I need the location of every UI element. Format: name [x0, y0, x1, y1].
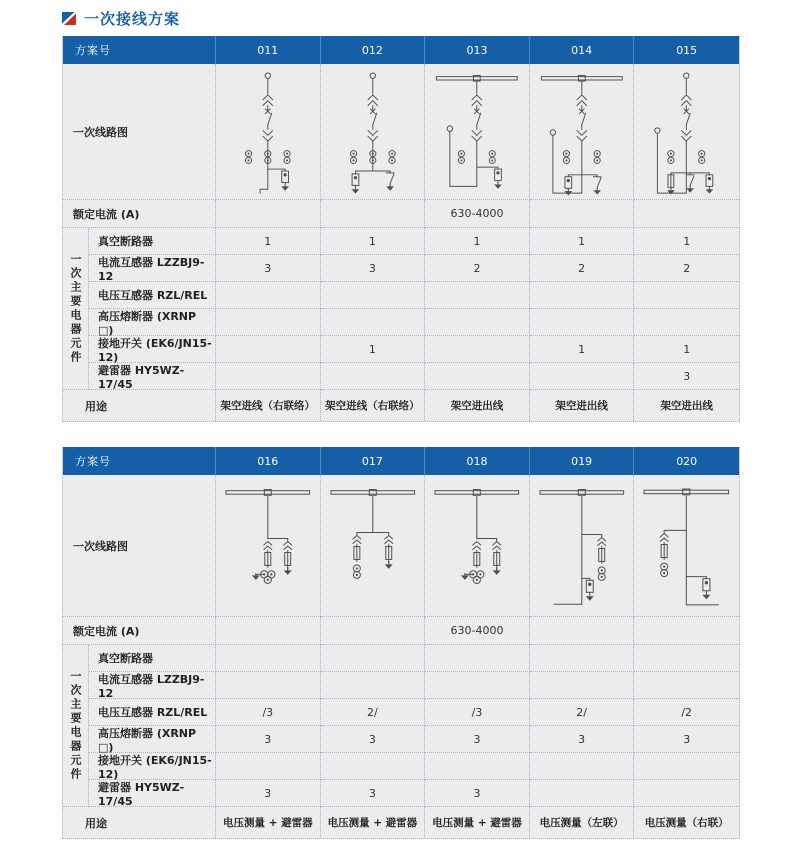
component-value-cell [425, 645, 530, 672]
rated-current-label: 额定电流 (A) [63, 200, 216, 228]
component-value-cell: 3 [425, 780, 530, 807]
component-value-cell [321, 363, 426, 390]
component-value-cell [634, 645, 739, 672]
component-value-cell [634, 672, 739, 699]
usage-cell: 电压测量 + 避雷器 [321, 807, 426, 838]
component-value-cell: 2 [634, 255, 739, 282]
component-value-cell [634, 309, 739, 336]
circuit-diagram-012 [321, 64, 426, 200]
component-row-label: 避雷器 HY5WZ-17/45 [89, 363, 216, 390]
scheme-header-013: 013 [425, 36, 530, 64]
rated-current-value [216, 200, 321, 228]
circuit-diagram-018 [425, 475, 530, 617]
component-value-cell: 3 [216, 255, 321, 282]
component-row-label: 避雷器 HY5WZ-17/45 [89, 780, 216, 807]
usage-cell: 架空进出线 [660, 400, 713, 412]
rated-current-value: 630-4000 [425, 617, 530, 645]
component-row-label: 接地开关 (EK6/JN15-12) [89, 336, 216, 363]
component-row-label: 接地开关 (EK6/JN15-12) [89, 753, 216, 780]
component-value-cell: 1 [530, 228, 635, 255]
scheme-number-header-label: 方案号 [63, 36, 216, 64]
component-value-cell: 2 [530, 255, 635, 282]
component-value-cell: 3 [530, 726, 635, 753]
component-value-cell [216, 645, 321, 672]
scheme-header-020: 020 [634, 447, 739, 475]
component-value-cell: 3 [425, 726, 530, 753]
circuit-diagram-017 [321, 475, 426, 617]
scheme-header-017: 017 [321, 447, 426, 475]
rated-current-value [321, 617, 426, 645]
component-value-cell [530, 753, 635, 780]
component-value-cell: 1 [216, 228, 321, 255]
circuit-diagram-015 [634, 64, 739, 200]
circuit-diagram-014 [530, 64, 635, 200]
section-title [62, 7, 738, 29]
usage-row-label: 用途 [63, 390, 216, 421]
usage-cell: 架空进线（右联络） [216, 390, 321, 421]
component-value-cell [530, 282, 635, 309]
component-row-label: 电压互感器 RZL/REL [89, 282, 216, 309]
component-value-cell: /3 [216, 699, 321, 726]
component-value-cell [425, 309, 530, 336]
component-value-cell [425, 363, 530, 390]
scheme-table-016-020 [62, 447, 740, 839]
circuit-diagram-013 [425, 64, 530, 200]
component-value-cell [425, 753, 530, 780]
circuit-diagram-020 [634, 475, 739, 617]
usage-cell: 架空进出线 [530, 390, 635, 421]
component-value-cell: 2/ [530, 699, 635, 726]
usage-cell: 电压测量 + 避雷器 [216, 807, 321, 838]
component-row-label: 电流互感器 LZZBJ9-12 [89, 255, 216, 282]
rated-current-value [216, 617, 321, 645]
component-value-cell [530, 309, 635, 336]
component-value-cell: 3 [321, 726, 426, 753]
component-value-cell: 2/ [321, 699, 426, 726]
scheme-number-header-label: 方案号 [63, 447, 216, 475]
component-value-cell [634, 780, 739, 807]
scheme-header-016: 016 [216, 447, 321, 475]
circuit-diagram-019 [530, 475, 635, 617]
usage-row-label: 用途 [63, 807, 216, 838]
scheme-header-018: 018 [425, 447, 530, 475]
scheme-header-014: 014 [530, 36, 635, 64]
usage-cell: 电压测量（右联） [644, 817, 729, 829]
component-value-cell [530, 672, 635, 699]
rated-current-label: 额定电流 (A) [63, 617, 216, 645]
component-row-label: 电压互感器 RZL/REL [89, 699, 216, 726]
usage-cell: 架空进线（右联络） [321, 390, 426, 421]
component-group-label [63, 228, 89, 390]
title-flag-icon [62, 12, 76, 25]
component-value-cell [634, 282, 739, 309]
component-value-cell [216, 753, 321, 780]
rated-current-value [634, 200, 739, 228]
component-value-cell [216, 336, 321, 363]
component-group-label-text: 一次主要电器元件 [69, 252, 82, 365]
component-value-cell: 1 [425, 228, 530, 255]
component-value-cell: 1 [634, 228, 739, 255]
component-value-cell [216, 672, 321, 699]
component-value-cell: 3 [634, 726, 739, 753]
component-value-cell [530, 780, 635, 807]
component-row-label: 高压熔断器 (XRNP □) [89, 726, 216, 753]
component-value-cell [321, 309, 426, 336]
usage-cell: 电压测量 + 避雷器 [425, 807, 530, 838]
rated-current-value [530, 200, 635, 228]
component-row-label: 高压熔断器 (XRNP □) [89, 309, 216, 336]
rated-current-value [530, 617, 635, 645]
component-group-label-text: 一次主要电器元件 [69, 669, 82, 782]
circuit-diagram-016 [216, 475, 321, 617]
rated-current-value: 630-4000 [425, 200, 530, 228]
component-row-label: 电流互感器 LZZBJ9-12 [89, 672, 216, 699]
usage-cell: 架空进出线 [425, 390, 530, 421]
scheme-header-019: 019 [530, 447, 635, 475]
component-value-cell [530, 645, 635, 672]
page-title: 一次接线方案 [84, 9, 181, 28]
component-value-cell [321, 753, 426, 780]
usage-cell: 电压测量（左联） [530, 807, 635, 838]
component-value-cell [425, 672, 530, 699]
component-value-cell: 3 [216, 726, 321, 753]
diagram-row-label: 一次线路图 [63, 475, 216, 617]
component-value-cell [530, 363, 635, 390]
component-value-cell [425, 336, 530, 363]
component-value-cell: 3 [321, 780, 426, 807]
component-value-cell [216, 363, 321, 390]
component-row-label: 真空断路器 [89, 228, 216, 255]
component-value-cell: 1 [530, 336, 635, 363]
rated-current-value [321, 200, 426, 228]
component-value-cell: 3 [216, 780, 321, 807]
component-value-cell: 3 [321, 255, 426, 282]
component-value-cell: /3 [425, 699, 530, 726]
component-value-cell [634, 753, 739, 780]
component-value-cell [321, 645, 426, 672]
component-value-cell: 1 [321, 228, 426, 255]
component-value-cell: 2 [425, 255, 530, 282]
component-row-label: 真空断路器 [89, 645, 216, 672]
scheme-header-012: 012 [321, 36, 426, 64]
circuit-diagram-011 [216, 64, 321, 200]
component-value-cell: /2 [634, 699, 739, 726]
component-value-cell [321, 672, 426, 699]
component-group-label [63, 645, 89, 807]
component-value-cell: 1 [321, 336, 426, 363]
rated-current-value [634, 617, 739, 645]
component-value-cell [216, 309, 321, 336]
component-value-cell [425, 282, 530, 309]
scheme-table-011-015 [62, 36, 740, 422]
scheme-header-015: 015 [634, 36, 739, 64]
diagram-row-label: 一次线路图 [63, 64, 216, 200]
component-value-cell [321, 282, 426, 309]
scheme-header-011: 011 [216, 36, 321, 64]
component-value-cell [216, 282, 321, 309]
component-value-cell: 1 [634, 336, 739, 363]
component-value-cell: 3 [634, 363, 739, 390]
